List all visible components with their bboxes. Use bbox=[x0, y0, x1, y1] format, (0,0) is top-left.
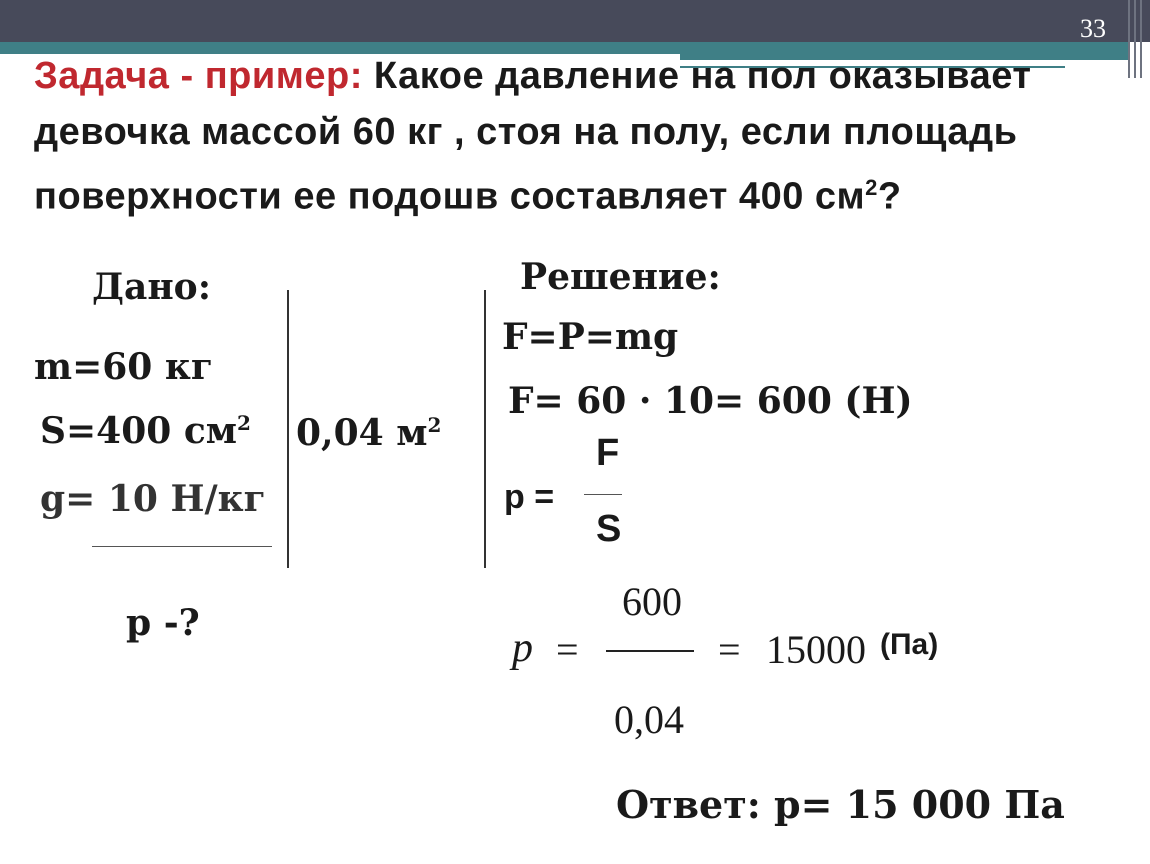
calc-unit: (Па) bbox=[880, 628, 939, 661]
si-sup: 2 bbox=[427, 413, 442, 437]
calc-denominator: 0,04 bbox=[614, 697, 684, 742]
column-divider-1 bbox=[287, 290, 289, 568]
given-area-sup: 2 bbox=[237, 411, 251, 435]
si-conversion bbox=[296, 412, 441, 454]
given-area-value: S=400 см bbox=[40, 410, 238, 452]
task-statement bbox=[34, 48, 1134, 225]
solution-line-2: F= 60 · 10= 600 (Н) bbox=[508, 380, 913, 422]
answer: Ответ: р= 15 000 Па bbox=[616, 782, 1065, 827]
formula-denominator: S bbox=[596, 508, 622, 550]
task-sup: 2 bbox=[865, 175, 878, 200]
calc-fraction-bar bbox=[606, 650, 694, 652]
given-heading: Дано: bbox=[92, 266, 211, 308]
calc-numerator: 600 bbox=[622, 579, 682, 624]
top-bar bbox=[0, 0, 1150, 42]
task-end: ? bbox=[877, 175, 902, 218]
formula-fraction-bar bbox=[584, 494, 622, 495]
si-value: 0,04 м bbox=[296, 412, 428, 454]
task-label: Задача - пример: bbox=[34, 55, 363, 97]
given-unknown: р -? bbox=[126, 602, 200, 644]
calc-equals-2: = bbox=[718, 627, 741, 672]
calc-equals: = bbox=[556, 627, 579, 672]
given-divider bbox=[92, 546, 272, 547]
solution-line-1: F=P=mg bbox=[502, 316, 679, 358]
formula-lhs: р = bbox=[504, 478, 555, 516]
given-mass: m=60 кг bbox=[34, 346, 213, 388]
calc-result: 15000 bbox=[766, 627, 866, 672]
given-area bbox=[40, 410, 251, 452]
solution-heading: Решение: bbox=[520, 256, 721, 298]
calc-p: p bbox=[512, 625, 533, 671]
given-g: g= 10 Н/кг bbox=[40, 478, 266, 520]
formula-numerator: F bbox=[596, 432, 620, 474]
slide-number: 33 bbox=[1080, 14, 1106, 43]
task-text: Какое давление на пол оказывает девочка массой 60 кг , стоя на полу, если площадь поверхности ее подошв составляет 400 см bbox=[34, 55, 1032, 218]
column-divider-2 bbox=[484, 290, 486, 568]
